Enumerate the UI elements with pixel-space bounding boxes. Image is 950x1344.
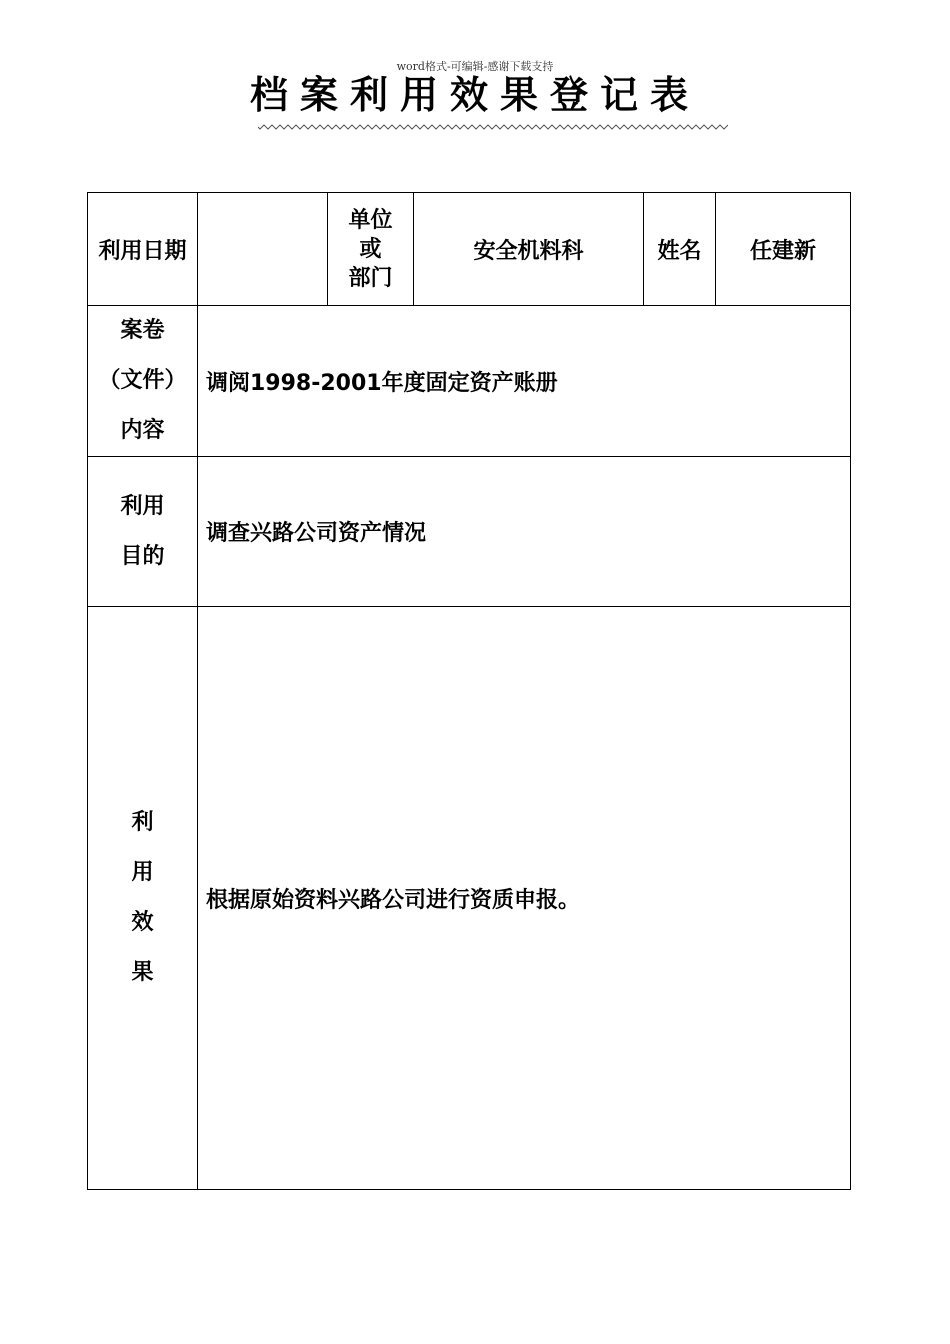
name-value: 任建新 [716, 193, 851, 306]
row-basic-info [88, 193, 851, 306]
effect-label-line: 果 [131, 960, 154, 985]
date-value [198, 193, 328, 306]
file-content-label-line: 案卷 [120, 318, 165, 343]
purpose-label [88, 457, 198, 607]
purpose-label-line: 目的 [120, 543, 165, 569]
file-content-value: 调阅1998-2001年度固定资产账册 [198, 306, 851, 457]
file-content-label-line: 内容 [120, 418, 165, 443]
row-file-content [88, 306, 851, 457]
unit-label-line: 或 [359, 236, 382, 262]
unit-label-line: 部门 [348, 265, 393, 291]
effect-label-line: 效 [131, 910, 154, 935]
unit-label-line: 单位 [348, 207, 393, 233]
purpose-label-line: 利用 [120, 493, 165, 519]
unit-label [328, 193, 414, 306]
watermark-text: word格式-可编辑-感谢下载支持 [396, 60, 554, 73]
effect-value: 根据原始资料兴路公司进行资质申报。 [198, 607, 851, 1190]
page-title: 档案利用效果登记表 [249, 73, 700, 117]
row-effect [88, 607, 851, 1190]
row-purpose [88, 457, 851, 607]
file-content-label-line: （文件） [98, 368, 187, 393]
effect-label-line: 用 [131, 860, 154, 885]
registration-form-table [87, 192, 851, 1190]
purpose-value: 调查兴路公司资产情况 [198, 457, 851, 607]
file-content-label [88, 306, 198, 457]
unit-value: 安全机料科 [414, 193, 644, 306]
name-label: 姓名 [644, 193, 716, 306]
effect-label [88, 607, 198, 1190]
date-label: 利用日期 [88, 193, 198, 306]
effect-label-line: 利 [131, 810, 154, 835]
title-underline [258, 124, 728, 130]
